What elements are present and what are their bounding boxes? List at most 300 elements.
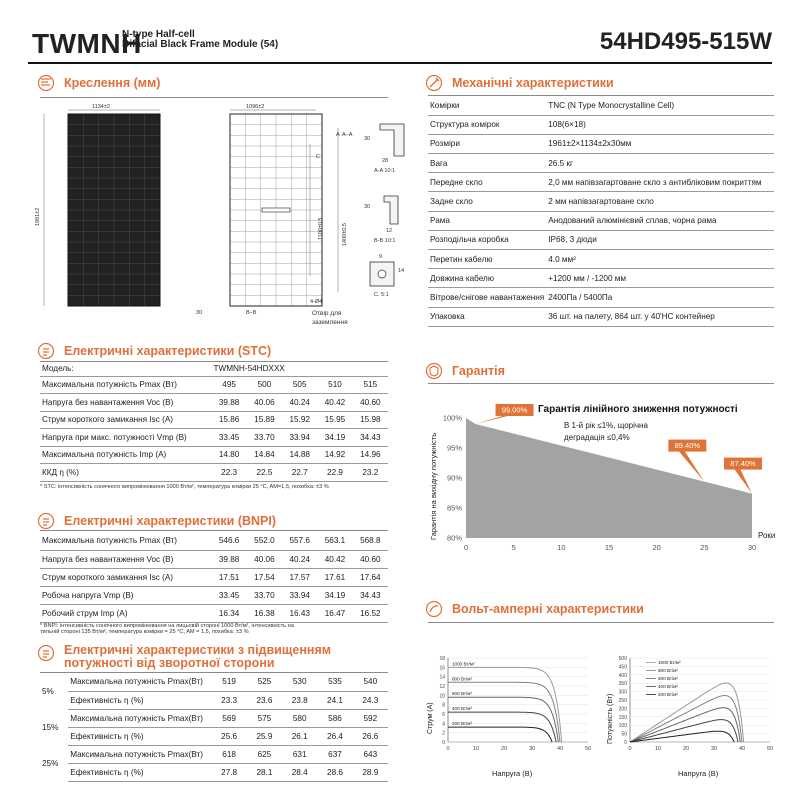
- parameter-value: 40.24: [282, 394, 317, 412]
- spec-label: Структура комірок: [428, 115, 546, 134]
- warranty-chart-title: Гарантія лінійного зниження потужності: [538, 404, 738, 415]
- parameter-value: 17.57: [282, 568, 317, 586]
- table-row: [40, 446, 388, 464]
- parameter-value: 25.9: [247, 727, 282, 745]
- table-row: [40, 604, 388, 622]
- wrench-icon: [426, 74, 446, 92]
- bnpi-note-line-2: тильній стороні 135 Вт/м², температура комірки = 25 °C, AM = 1,5, похибка: ±3 %: [40, 629, 249, 636]
- parameter-value: 16.52: [353, 604, 388, 622]
- iv-xtick: 50: [766, 746, 774, 752]
- parameter-value: 15.89: [247, 411, 282, 429]
- iv-ytick: 0: [624, 740, 627, 746]
- iv-ytick: 4: [442, 721, 445, 728]
- parameter-value: 17.61: [317, 568, 352, 586]
- parameter-value: 25.6: [211, 727, 246, 745]
- parameter-value: 510: [317, 376, 352, 394]
- warranty-ytick: 100%: [442, 413, 462, 423]
- table-row: [40, 763, 388, 781]
- parameter-value: 40.60: [353, 550, 388, 568]
- bnpi-divider: [40, 530, 388, 531]
- warranty-callout: [476, 404, 534, 424]
- drawings-divider: [40, 97, 388, 98]
- iv-ytick: 150: [618, 714, 627, 721]
- iv-series-line: [630, 720, 738, 742]
- parameter-value: 546.6: [211, 532, 246, 550]
- parameter-value: 17.54: [247, 568, 282, 586]
- warranty-xtick: 30: [747, 543, 757, 552]
- mechanical-row: [428, 307, 774, 326]
- parameter-value: 568.8: [353, 532, 388, 550]
- warranty-xtick: 25: [700, 543, 709, 552]
- parameter-value: 34.43: [353, 429, 388, 447]
- mechanical-row: [428, 269, 774, 288]
- mechanical-row: [428, 288, 774, 307]
- iv-series-label: 800 Вт/м²: [452, 676, 472, 682]
- iv-ytick: 100: [618, 723, 627, 730]
- iv-ytick: 200: [618, 706, 627, 713]
- drawings-heading: [38, 74, 160, 92]
- parameter-value: 643: [353, 745, 388, 763]
- parameter-value: 22.7: [282, 464, 317, 482]
- stc-model-row: [40, 362, 388, 376]
- subtitle-line-1: N-type Half-cell: [122, 29, 195, 40]
- iv-series-label: 400 Вт/м²: [452, 706, 472, 712]
- bolt-icon: [38, 342, 58, 360]
- parameter-value: 525: [247, 673, 282, 691]
- warranty-xtick: 20: [652, 543, 661, 552]
- table-row: [40, 709, 388, 727]
- parameter-value: 33.94: [282, 429, 317, 447]
- table-row: [40, 464, 388, 482]
- parameter-value: 505: [282, 376, 317, 394]
- iv-xtick: 10: [472, 746, 480, 752]
- parameter-label: Струм короткого замикання Isc (A): [40, 411, 211, 429]
- mechanical-row: [428, 211, 774, 230]
- parameter-value: 563.1: [317, 532, 352, 550]
- drawings-title: Креслення (мм): [64, 76, 161, 90]
- parameter-value: 14.96: [353, 446, 388, 464]
- parameter-value: 569: [211, 709, 246, 727]
- parameter-value: 34.19: [317, 586, 352, 604]
- mounting-hole-label-1: Отвір для: [312, 310, 342, 317]
- parameter-value: 34.43: [353, 586, 388, 604]
- bifacial-table: [40, 673, 388, 782]
- shield-icon: [426, 362, 446, 380]
- parameter-label: Робочий струм Imp (A): [40, 604, 211, 622]
- warranty-note-line-1: В 1-й рік ≤1%, щорічна: [564, 421, 648, 430]
- parameter-label: Робоча напруга Vmp (В): [40, 586, 211, 604]
- iv-xtick: 40: [556, 746, 564, 752]
- warranty-divider: [428, 383, 774, 384]
- parameter-value: 23.8: [282, 691, 317, 709]
- gain-label: 15%: [42, 722, 59, 732]
- parameter-label: Напруга при макс. потужності Vmp (В): [40, 429, 211, 447]
- spec-value: 1961±2×1134±2x30мм: [546, 134, 774, 153]
- parameter-value: 23.2: [353, 464, 388, 482]
- model-code: 54HD495-515W: [599, 28, 772, 55]
- parameter-value: 28.9: [353, 763, 388, 781]
- iv-ytick: 2: [442, 730, 445, 737]
- mechanical-row: [428, 115, 774, 134]
- parameter-value: 14.84: [247, 446, 282, 464]
- warranty-callout-label: 99.00%: [501, 405, 528, 415]
- iv-ytick: 300: [618, 689, 627, 696]
- warranty-xtick: 10: [557, 543, 566, 552]
- parameter-value: 631: [282, 745, 317, 763]
- parameter-value: 40.06: [247, 550, 282, 568]
- spec-label: Розміри: [428, 134, 546, 153]
- iv-xtick: 40: [738, 746, 746, 752]
- parameter-value: 15.98: [353, 411, 388, 429]
- parameter-label: Максимальна потужність Imp (A): [40, 446, 211, 464]
- iv-series-label: 200 Вт/м²: [658, 692, 678, 697]
- parameter-value: 17.64: [353, 568, 388, 586]
- warranty-ytick: 90%: [446, 473, 462, 483]
- spec-value: TNC (N Type Monocrystalline Cell): [546, 96, 774, 115]
- parameter-value: 15.92: [282, 411, 317, 429]
- parameter-value: 515: [353, 376, 388, 394]
- iv-left-xlabel: Напруга (В): [492, 769, 533, 778]
- parameter-value: 24.1: [317, 691, 352, 709]
- table-row: [40, 745, 388, 763]
- bnpi-note-line-1: * BNPI: інтенсивність сонячного випромінювання на лицьовій стороні 1000 Вт/м², інтенсивність на: [40, 623, 294, 629]
- iv-xtick: 50: [584, 746, 592, 752]
- junction-box: [262, 208, 290, 212]
- spec-label: Вага: [428, 154, 546, 173]
- iv-xtick: 10: [654, 746, 662, 752]
- table-row: [40, 727, 388, 745]
- dim-1100-label: 1100±0.5: [318, 217, 324, 240]
- spec-label: Розподільча коробка: [428, 230, 546, 249]
- iv-xtick: 30: [528, 746, 536, 752]
- parameter-value: 26.1: [282, 727, 317, 745]
- product-subtitle: [122, 30, 278, 50]
- spec-value: 26.5 кг: [546, 154, 774, 173]
- spec-value: 4.0 мм²: [546, 250, 774, 269]
- gain-label: 5%: [42, 686, 54, 696]
- warranty-heading: [426, 362, 505, 380]
- parameter-value: 500: [247, 376, 282, 394]
- parameter-value: 552.0: [247, 532, 282, 550]
- warranty-callout-label: 89.40%: [674, 441, 701, 451]
- warranty-ylabel: Гарантія на вихідну потужність: [429, 432, 438, 540]
- warranty-xtick: 5: [511, 543, 516, 552]
- parameter-value: 16.43: [282, 604, 317, 622]
- mechanical-row: [428, 230, 774, 249]
- iv-power-chart: [602, 648, 780, 780]
- parameter-label: Максимальна потужність Pmax(Вт): [68, 709, 211, 727]
- spec-label: Комірки: [428, 96, 546, 115]
- stc-heading: [38, 342, 271, 360]
- parameter-label: Максимальна потужність Pmax(Вт): [68, 745, 211, 763]
- iv-series-label: 400 Вт/м²: [658, 684, 678, 689]
- module-drawings: [24, 100, 414, 332]
- spec-label: Вітрове/снігове навантаження: [428, 288, 546, 307]
- warranty-title: Гарантія: [452, 364, 505, 378]
- parameter-value: 40.24: [282, 550, 317, 568]
- parameter-label: Струм короткого замикання Isc (A): [40, 568, 211, 586]
- iv-xtick: 30: [710, 746, 718, 752]
- parameter-value: 557.6: [282, 532, 317, 550]
- parameter-value: 33.70: [247, 429, 282, 447]
- iv-left-ylabel: Струм (A): [427, 702, 434, 734]
- parameter-value: 17.51: [211, 568, 246, 586]
- iv-ytick: 18: [439, 656, 445, 662]
- stc-note: * STC: інтенсивність сонячного випромінювання 1000 Вт/м², температура комірки 25 °C, AM=1,5, похибка: ±3 %: [40, 484, 329, 490]
- ruler-icon: [38, 74, 58, 92]
- section-aa-caption: A-A 10:1: [374, 168, 396, 174]
- label-bb-marker: B–B: [246, 310, 257, 316]
- table-row: [40, 394, 388, 412]
- parameter-label: ККД η (%): [40, 464, 211, 482]
- parameter-value: 16.38: [247, 604, 282, 622]
- spec-label: Задне скло: [428, 192, 546, 211]
- parameter-value: 14.88: [282, 446, 317, 464]
- parameter-label: Максимальна потужність Pmax (Вт): [40, 376, 211, 394]
- spec-value: +1200 мм / -1200 мм: [546, 269, 774, 288]
- iv-ytick: 8: [442, 702, 445, 709]
- table-row: [40, 376, 388, 394]
- parameter-label: Ефективність η (%): [68, 763, 211, 781]
- table-row: [40, 691, 388, 709]
- warranty-note-line-2: деградація ≤0,4%: [564, 433, 630, 442]
- warranty-xlabel: Роки: [758, 531, 776, 540]
- iv-ytick: 14: [439, 674, 445, 681]
- dim-30-label: 30: [196, 310, 203, 316]
- spec-value: IP68, 3 діоди: [546, 230, 774, 249]
- iv-ytick: 16: [439, 665, 445, 672]
- section-aa-profile: [380, 124, 404, 156]
- parameter-value: 33.94: [282, 586, 317, 604]
- parameter-label: Максимальна потужність Pmax(Вт): [68, 673, 211, 691]
- parameter-label: Максимальна потужність Pmax (Вт): [40, 532, 211, 550]
- spec-value: 36 шт. на палету, 864 шт. у 40'HC контейнер: [546, 307, 774, 326]
- parameter-value: 33.45: [211, 429, 246, 447]
- label-aa-marker: A–A: [342, 132, 353, 138]
- dim-1400-label: 1400±0.5: [342, 223, 348, 246]
- parameter-value: 15.95: [317, 411, 352, 429]
- spec-label: Рама: [428, 211, 546, 230]
- bifacial-title-line-1: Електричні характеристики з підвищенням: [64, 643, 331, 657]
- iv-series-line: [630, 731, 734, 742]
- iv-ytick: 350: [618, 681, 627, 688]
- section-aa-width: 28: [382, 158, 389, 164]
- parameter-label: Ефективність η (%): [68, 727, 211, 745]
- iv-ytick: 400: [618, 672, 627, 679]
- iv-series-label: 1000 Вт/м²: [658, 660, 681, 665]
- iv-series-label: 200 Вт/м²: [452, 721, 472, 727]
- detail-c-caption: C. 5:1: [374, 292, 389, 298]
- iv-xtick: 20: [682, 746, 690, 752]
- bnpi-heading: [38, 512, 276, 530]
- spec-label: Перетин кабелю: [428, 250, 546, 269]
- mechanical-row: [428, 154, 774, 173]
- iv-heading: [426, 600, 644, 618]
- table-row: [40, 411, 388, 429]
- parameter-value: 33.70: [247, 586, 282, 604]
- iv-ytick: 12: [439, 684, 445, 690]
- iv-title: Вольт-амперні характеристики: [452, 602, 644, 616]
- parameter-value: 40.06: [247, 394, 282, 412]
- warranty-ytick: 95%: [446, 443, 462, 453]
- iv-current-chart: [420, 648, 598, 780]
- height-label: 1961±2: [35, 207, 41, 226]
- back-width-label: 1096±2: [246, 104, 265, 110]
- iv-xtick: 20: [500, 746, 508, 752]
- parameter-value: 34.19: [317, 429, 352, 447]
- mechanical-row: [428, 192, 774, 211]
- parameter-value: 40.60: [353, 394, 388, 412]
- bifacial-title-line-2: потужності від зворотної сторони: [64, 656, 275, 670]
- parameter-value: 530: [282, 673, 317, 691]
- parameter-value: 14.92: [317, 446, 352, 464]
- mechanical-title: Механічні характеристики: [452, 76, 614, 90]
- parameter-value: 23.3: [211, 691, 246, 709]
- iv-ytick: 50: [621, 731, 627, 738]
- parameter-value: 16.47: [317, 604, 352, 622]
- iv-ytick: 6: [442, 712, 445, 718]
- section-aa-height: 30: [364, 136, 371, 142]
- spec-value: 2 мм напівзагартоване скло: [546, 192, 774, 211]
- label-a: A: [336, 132, 340, 138]
- parameter-value: 519: [211, 673, 246, 691]
- bnpi-title: Електричні характеристики (BNPI): [64, 514, 277, 528]
- table-row: [40, 550, 388, 568]
- warranty-xtick: 15: [604, 543, 614, 552]
- front-width-label: 1134±2: [92, 104, 110, 110]
- parameter-label: Ефективність η (%): [68, 691, 211, 709]
- parameter-value: 26.6: [353, 727, 388, 745]
- iv-series-line: [448, 727, 552, 742]
- parameter-value: 40.42: [317, 394, 352, 412]
- iv-xtick: 0: [446, 746, 450, 752]
- spec-label: Довжина кабелю: [428, 269, 546, 288]
- spec-value: Анодований алюмінієвий сплав, чорна рама: [546, 211, 774, 230]
- spec-value: 2400Па / 5400Па: [546, 288, 774, 307]
- section-bb-profile: [384, 196, 398, 224]
- mechanical-row: [428, 96, 774, 115]
- parameter-value: 495: [211, 376, 246, 394]
- iv-series-label: 600 Вт/м²: [658, 676, 678, 681]
- detail-c-height: 14: [398, 268, 405, 274]
- parameter-value: 540: [353, 673, 388, 691]
- parameter-value: 15.86: [211, 411, 246, 429]
- page-header: [0, 0, 800, 66]
- parameter-value: 22.5: [247, 464, 282, 482]
- bnpi-table: [40, 532, 388, 623]
- iv-ytick: 10: [439, 693, 445, 700]
- parameter-value: 14.80: [211, 446, 246, 464]
- spec-value: 108(6×18): [546, 115, 774, 134]
- parameter-value: 580: [282, 709, 317, 727]
- bifacial-heading: [38, 644, 331, 670]
- brand-name: TWMNH: [32, 28, 142, 59]
- parameter-value: 40.42: [317, 550, 352, 568]
- table-row: [40, 429, 388, 447]
- stc-table: [40, 362, 388, 482]
- mechanical-row: [428, 173, 774, 192]
- warranty-xtick: 0: [463, 543, 469, 552]
- mounting-hole-label-2: заземлення: [312, 319, 348, 326]
- parameter-value: 28.4: [282, 763, 317, 781]
- parameter-value: 39.88: [211, 550, 246, 568]
- parameter-value: 28.6: [317, 763, 352, 781]
- parameter-value: 586: [317, 709, 352, 727]
- parameter-label: Напруга без навантаження Voc (В): [40, 394, 211, 412]
- header-divider: [28, 62, 772, 64]
- parameter-value: 22.9: [317, 464, 352, 482]
- table-row: [40, 568, 388, 586]
- mechanical-table: [428, 96, 774, 327]
- iv-ytick: 250: [618, 698, 627, 704]
- iv-right-ylabel: Потужність (Вт): [607, 693, 614, 744]
- warranty-ytick: 80%: [446, 533, 462, 543]
- parameter-value: 22.3: [211, 464, 246, 482]
- warranty-chart: [420, 390, 780, 562]
- parameter-value: 592: [353, 709, 388, 727]
- parameter-value: 28.1: [247, 763, 282, 781]
- stc-model-label: Модель:: [40, 362, 211, 376]
- label-4-d4: 4-Ø4: [310, 299, 323, 305]
- table-row: [40, 532, 388, 550]
- iv-ytick: 450: [618, 664, 627, 671]
- subtitle-line-2: Bifacial Black Frame Module (54): [122, 39, 279, 50]
- label-c: C: [316, 154, 320, 160]
- stc-model-value: TWMNH-54HDXXX: [211, 362, 388, 376]
- parameter-value: 26.4: [317, 727, 352, 745]
- gain-label: 25%: [42, 758, 59, 768]
- iv-series-label: 1000 Вт/м²: [452, 661, 475, 667]
- section-bb-height: 30: [364, 204, 371, 210]
- parameter-value: 625: [247, 745, 282, 763]
- spec-value: 2,0 мм напівзагартоване скло з антибліковим покриттям: [546, 173, 774, 192]
- parameter-value: 637: [317, 745, 352, 763]
- table-row: [40, 586, 388, 604]
- bolt-icon: [38, 644, 58, 662]
- iv-divider: [428, 622, 774, 623]
- parameter-value: 24.3: [353, 691, 388, 709]
- iv-xtick: 0: [628, 746, 632, 752]
- iv-series-label: 600 Вт/м²: [452, 691, 472, 697]
- warranty-ytick: 85%: [446, 503, 462, 513]
- parameter-value: 575: [247, 709, 282, 727]
- bifacial-title: [64, 644, 331, 670]
- section-bb-width: 12: [386, 228, 393, 234]
- parameter-value: 16.34: [211, 604, 246, 622]
- iv-series-line: [448, 697, 558, 742]
- parameter-value: 23.6: [247, 691, 282, 709]
- parameter-value: 618: [211, 745, 246, 763]
- spec-label: Передне скло: [428, 173, 546, 192]
- parameter-value: 535: [317, 673, 352, 691]
- section-bb-caption: B-B 10:1: [374, 238, 396, 244]
- warranty-callout-label: 87.40%: [730, 459, 756, 469]
- stc-title: Електричні характеристики (STC): [64, 344, 272, 358]
- curve-icon: [426, 600, 446, 618]
- mechanical-row: [428, 134, 774, 153]
- mechanical-heading: [426, 74, 614, 92]
- iv-series-label: 800 Вт/м²: [658, 668, 678, 673]
- iv-ytick: 500: [618, 656, 627, 662]
- table-row: [40, 673, 388, 691]
- iv-ytick: 0: [442, 740, 445, 746]
- bolt-icon: [38, 512, 58, 530]
- parameter-label: Напруга без навантаження Voc (В): [40, 550, 211, 568]
- bnpi-note: [40, 623, 390, 636]
- parameter-value: 39.88: [211, 394, 246, 412]
- parameter-value: 27.8: [211, 763, 246, 781]
- spec-label: Упаковка: [428, 307, 546, 326]
